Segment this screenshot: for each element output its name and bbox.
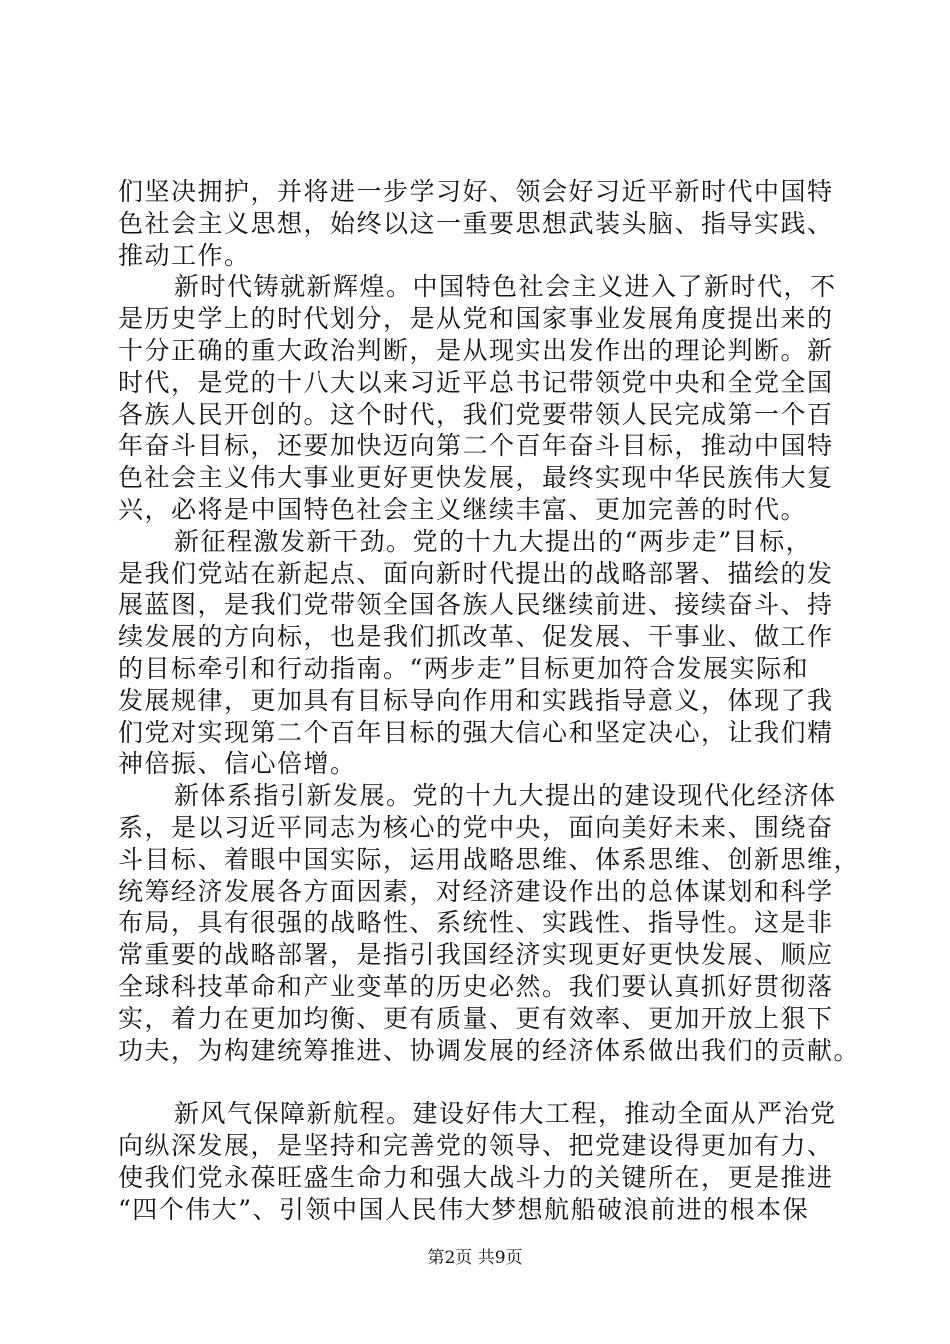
text-line: “四个伟大”、引领中国人民伟大梦想航船破浪前进的根本保 [118,1194,810,1224]
text-line: 兴，必将是中国特色社会主义继续丰富、更加完善的时代。 [118,494,808,524]
text-line: 系，是以习近平同志为核心的党中央，面向美好未来、围绕奋 [118,812,834,842]
text-line: 全球科技革命和产业变革的历史必然。我们要认真抓好贯彻落 [118,971,834,1001]
text-line: 时代，是党的十八大以来习近平总书记带领党中央和全党全国 [118,367,834,397]
text-line: 色社会主义思想，始终以这一重要思想武装头脑、指导实践、 [118,208,834,238]
text-line: 推动工作。 [118,240,251,270]
text-line: 们党对实现第二个百年目标的强大信心和坚定决心，让我们精 [118,717,834,747]
text-line: 十分正确的重大政治判断，是从现实出发作出的理论判断。新 [118,335,834,365]
body-text [118,176,861,1225]
text-line: 展蓝图，是我们党带领全国各族人民继续前进、接续奋斗、持 [118,590,834,620]
text-line: 使我们党永葆旺盛生命力和强大战斗力的关键所在，更是推进 [118,1162,834,1192]
text-line: 是我们党站在新起点、面向新时代提出的战略部署、描绘的发 [118,558,834,588]
text-line: 实，着力在更加均衡、更有质量、更有效率、更加开放上狠下 [118,1003,834,1033]
text-line: 色社会主义伟大事业更好更快发展，最终实现中华民族伟大复 [118,463,834,493]
text-line: 们坚决拥护，并将进一步学习好、领会好习近平新时代中国特 [118,177,834,206]
paragraph-start-line: 新征程激发新干劲。党的十九大提出的“两步走”目标， [174,526,813,556]
paragraph-start-line: 新时代铸就新辉煌。中国特色社会主义进入了新时代，不 [174,272,837,302]
paragraph-gap [118,1066,838,1098]
text-line: 布局，具有很强的战略性、系统性、实践性、指导性。这是非 [118,908,834,938]
text-line: 向纵深发展，是坚持和完善党的领导、把党建设得更加有力、 [118,1130,834,1160]
paragraph-start-line: 新体系指引新发展。党的十九大提出的建设现代化经济体 [174,781,837,811]
text-line: 的目标牵引和行动指南。“两步走”目标更加符合发展实际和 [118,653,810,683]
text-line: 年奋斗目标，还要加快迈向第二个百年奋斗目标，推动中国特 [118,431,834,461]
text-line: 统筹经济发展各方面因素，对经济建设作出的总体谋划和科学 [118,876,834,906]
text-line: 发展规律，更加具有目标导向作用和实践指导意义，体现了我 [118,685,834,715]
page-number-footer: 第2页 共9页 [427,1248,523,1268]
text-line: 神倍振、信心倍增。 [118,749,357,779]
text-line: 各族人民开创的。这个时代，我们党要带领人民完成第一个百 [118,399,834,429]
text-line: 是历史学上的时代划分，是从党和国家事业发展角度提出来的 [118,304,834,334]
text-line: 续发展的方向标，也是我们抓改革、促发展、干事业、做工作 [118,622,834,652]
text-line: 功夫，为构建统筹推进、协调发展的经济体系做出我们的贡献。 [118,1035,861,1065]
text-line: 常重要的战略部署，是指引我国经济实现更好更快发展、顺应 [118,940,834,970]
paragraph-start-line: 新风气保障新航程。建设好伟大工程，推动全面从严治党 [174,1099,837,1129]
text-line: 斗目标、着眼中国实际，运用战略思维、体系思维、创新思维， [118,844,861,874]
